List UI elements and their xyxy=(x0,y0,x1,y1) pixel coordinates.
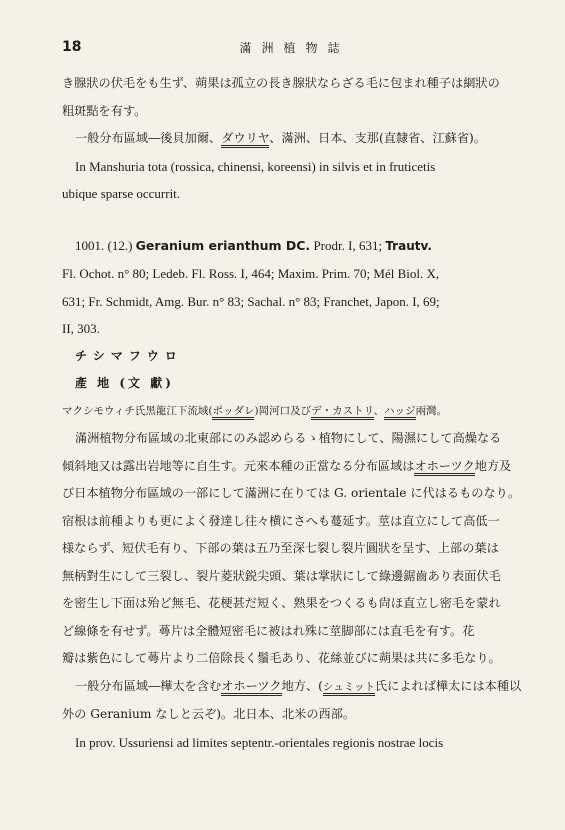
distribution-line xyxy=(62,673,527,702)
text-span: 地方、( xyxy=(281,678,323,693)
page-header xyxy=(62,36,527,58)
text-span: 兩灣。 xyxy=(415,404,448,417)
distribution-line xyxy=(62,125,527,153)
spacer xyxy=(62,208,527,232)
species-name: Geranium erianthum DC. xyxy=(135,237,311,253)
place-name: デ・カストリ xyxy=(311,405,373,420)
text-line: ど線條を有せず。蕚片は全體短密毛に被はれ殊に莖脚部には直毛を有す。花 xyxy=(62,623,475,638)
text-span: )岡河口及び xyxy=(254,404,312,417)
text-span: 氏によれば樺太には本種以 xyxy=(375,678,522,693)
latin-line: ubique sparse occurrit. xyxy=(62,186,181,201)
text-line: き腺狀の伏毛をも生ず、蒴果は孤立の長き腺狀ならざる毛に包まれ種子は網狀の xyxy=(62,76,500,90)
latin-line: In Manshuria tota (rossica, chinensi, koreensi) in silvis et in fruticetis xyxy=(75,158,436,174)
text-line: 瓣は紫色にして蕚片より二倍除長く鬚毛あり、花絲並びに蒴果は共に多毛なり。 xyxy=(62,651,501,665)
place-name: オホーツク xyxy=(221,679,281,696)
page-body xyxy=(62,70,527,756)
citation: Prodr. I, 631; xyxy=(310,237,386,253)
text-span: 一般分布區域―後貝加爾、 xyxy=(75,131,222,145)
japanese-name: チシマフウロ xyxy=(75,348,183,363)
latin-line: In prov. Ussuriensi ad limites septentr.-orientales regionis nostrae locis xyxy=(75,734,444,750)
section-heading: 產 地 (文 獻) xyxy=(75,376,174,390)
text-span: 傾斜地又は露出岩地等に自生す。元來本種の正當なる分布區域は xyxy=(62,458,415,473)
text-span: 一般分布區域―樺太を含む xyxy=(75,678,222,693)
locality-line xyxy=(62,398,527,426)
page-number: 18 xyxy=(62,39,82,55)
place-name: オホーツク xyxy=(414,459,474,476)
text-line: 滿洲植物分布區域の北東部にのみ認めらるゝ植物にして、陽濕にして高燥なる xyxy=(75,431,502,445)
text-line: 宿根は前種よりも更によく發達し往々横にさへも蔓延す。莖は直立にして高低一 xyxy=(62,513,500,528)
text-span: 地方及 xyxy=(474,458,512,473)
text-span: 、 xyxy=(373,404,385,417)
text-line: 外の Geranium なしと云ぞ)。北日本、北米の西部。 xyxy=(62,707,356,721)
text-line: 様ならず、短伏毛有り、下部の葉は五乃至深七裂し裂片圓狀を呈す、上部の葉は xyxy=(62,541,499,555)
text-line xyxy=(62,453,527,481)
text-line: 無柄對生にして三裂し、裂片菱狀鋭尖頭、葉は掌狀にして綠邊鋸齒あり表面伏毛 xyxy=(62,568,501,583)
citation-line: 631; Fr. Schmidt, Amg. Bur. n° 83; Sachal. n° 83; Franchet, Japon. I, 69; xyxy=(62,293,440,309)
place-name: ダウリヤ xyxy=(221,131,269,148)
species-entry-heading xyxy=(62,232,527,261)
text-span: マクシモウィチ氏黑龍江下流域( xyxy=(62,404,213,417)
citation-line: II, 303. xyxy=(62,321,100,336)
person-name: シュミット xyxy=(323,681,375,696)
place-name: ハッジ xyxy=(384,405,416,420)
place-name: ポッダレ xyxy=(212,405,254,420)
text-span: 、滿洲、日本、支那(直隸省、江蘇省)。 xyxy=(269,131,486,145)
entry-number: 1001. (12.) xyxy=(75,237,136,253)
running-title: 滿洲植物誌 xyxy=(239,40,350,55)
text-line: び日本植物分布區域の一部にして滿洲に在りては G. orientale に代はるものなり。 xyxy=(62,486,521,500)
citation-line: Fl. Ochot. n° 80; Ledeb. Fl. Ross. I, 464; Maxim. Prim. 70; Mél Biol. X, xyxy=(62,266,440,281)
text-line: を密生し下面は殆ど無毛、花梗甚だ短く、熟果をつくるも尙ほ直立し密毛を蒙れ xyxy=(62,596,501,610)
text-line: 粗斑點を有す。 xyxy=(62,103,147,118)
citation-author: Trautv. xyxy=(385,238,432,253)
